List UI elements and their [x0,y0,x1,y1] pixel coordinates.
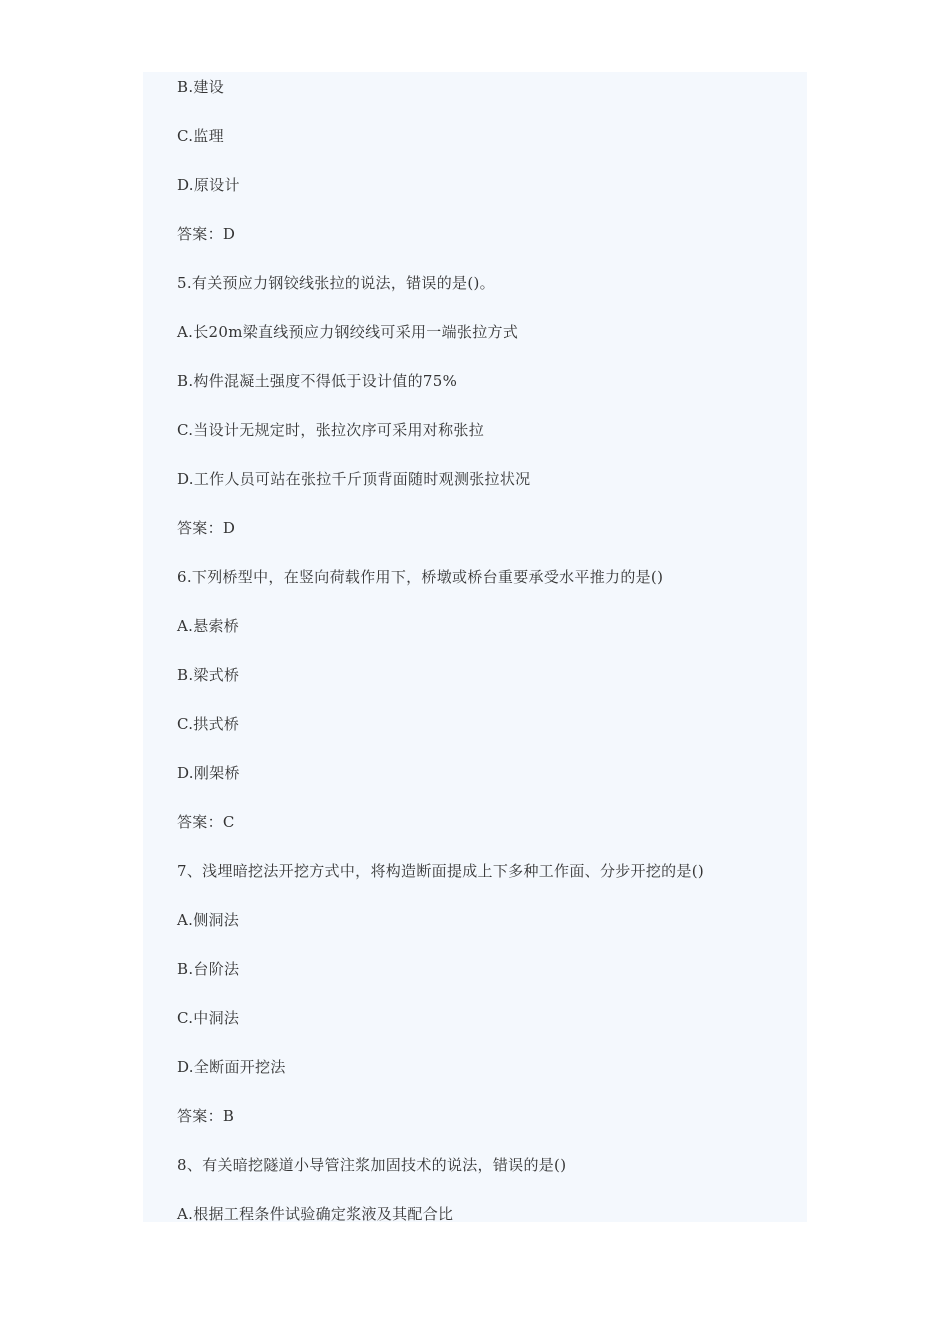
option-d-q6: D.刚架桥 [177,764,240,782]
answer-q7: 答案：B [177,1107,235,1125]
option-a-q5: A.长20m梁直线预应力钢绞线可采用一端张拉方式 [177,323,519,341]
option-a-q7: A.侧洞法 [177,911,240,929]
question-list [177,76,797,1252]
option-b-q4: B.建设 [177,78,224,96]
option-c-q5: C.当设计无规定时，张拉次序可采用对称张拉 [177,421,485,439]
option-c-q4: C.监理 [177,127,224,145]
question-7: 7、浅埋暗挖法开挖方式中，将构造断面提成上下多种工作面、分步开挖的是() [177,862,705,880]
option-d-q5: D.工作人员可站在张拉千斤顶背面随时观测张拉状况 [177,470,531,488]
option-b-q6: B.梁式桥 [177,666,240,684]
question-8: 8、有关暗挖隧道小导管注浆加固技术的说法，错误的是() [177,1156,567,1174]
option-a-q6: A.悬索桥 [177,617,240,635]
option-c-q7: C.中洞法 [177,1009,240,1027]
option-b-q7: B.台阶法 [177,960,240,978]
question-5: 5.有关预应力钢铰线张拉的说法，错误的是()。 [177,274,495,292]
answer-q4: 答案：D [177,225,236,243]
option-d-q4: D.原设计 [177,176,240,194]
question-6: 6.下列桥型中，在竖向荷载作用下，桥墩或桥台重要承受水平推力的是() [177,568,664,586]
option-c-q6: C.拱式桥 [177,715,240,733]
option-d-q7: D.全断面开挖法 [177,1058,286,1076]
answer-q6: 答案：C [177,813,235,831]
option-b-q5: B.构件混凝土强度不得低于设计值的75% [177,372,458,390]
option-a-q8: A.根据工程条件试验确定浆液及其配合比 [177,1205,454,1223]
answer-q5: 答案：D [177,519,236,537]
